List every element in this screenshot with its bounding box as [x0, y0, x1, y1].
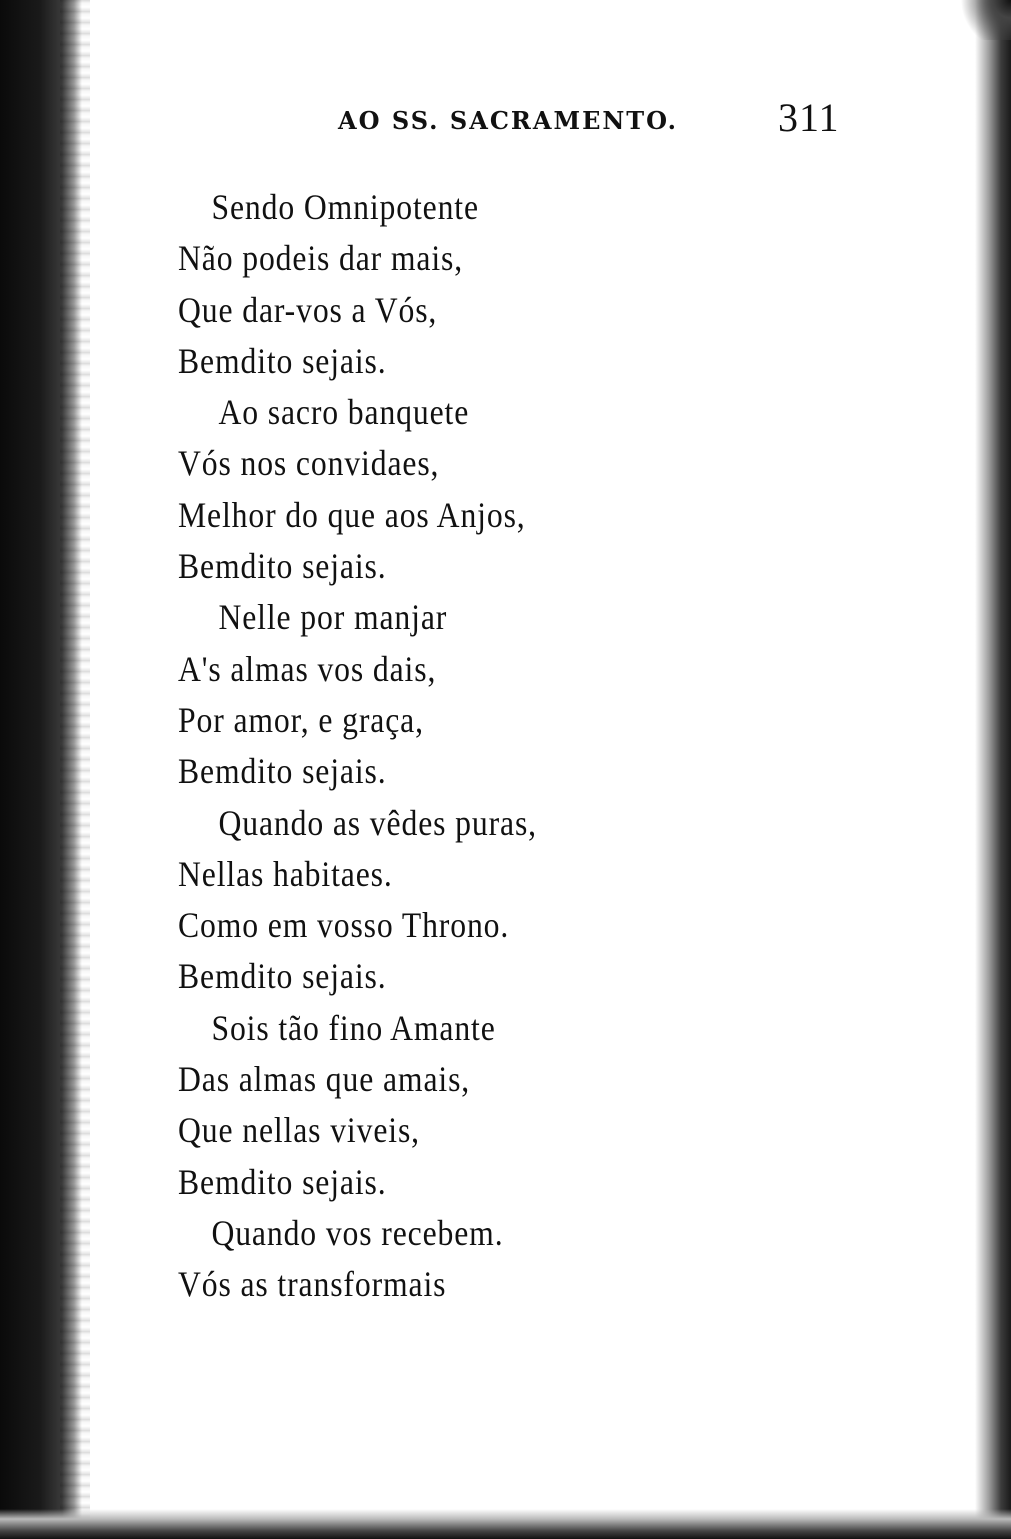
verse-line: Bemdito sejais.	[178, 340, 387, 381]
verse-line: Bemdito sejais.	[178, 546, 387, 587]
verse-line: Melhor do que aos Anjos,	[178, 494, 526, 535]
running-title: AO SS. SACRAMENTO.	[338, 106, 679, 135]
verse-line: Como em vosso Throno.	[178, 905, 510, 946]
verse-line: Bemdito sejais.	[178, 1161, 387, 1202]
verse-line: Quando as vêdes puras,	[218, 802, 537, 843]
verse-line: Bemdito sejais.	[178, 956, 387, 997]
verse-line: Nelle por manjar	[218, 597, 448, 638]
running-header	[330, 92, 850, 142]
page-number: 311	[778, 95, 840, 140]
verse-line: Não podeis dar mais,	[178, 238, 464, 279]
verse-line: Vós as transformais	[178, 1264, 447, 1305]
verse-line: Sendo Omnipotente	[211, 187, 479, 227]
top-right-corner-shadow	[951, 0, 1011, 40]
bottom-page-edge-shadow	[0, 1509, 1011, 1539]
verse-line: Que dar-vos a Vós,	[178, 289, 438, 330]
binding-texture	[60, 0, 90, 1539]
verse-line: Que nellas viveis,	[178, 1110, 420, 1151]
poem-text	[178, 182, 698, 1311]
verse-line: Sois tão fino Amante	[211, 1007, 496, 1048]
verse-line: Das almas que amais,	[178, 1059, 471, 1100]
verse-line: Por amor, e graça,	[178, 699, 424, 740]
verse-line: A's almas vos dais,	[178, 648, 437, 689]
verse-line: Quando vos recebem.	[211, 1212, 504, 1253]
verse-line: Nellas habitaes.	[178, 853, 393, 894]
verse-line: Vós nos convidaes,	[178, 443, 440, 484]
right-page-edge-shadow	[975, 0, 1011, 1539]
verse-line: Bemdito sejais.	[178, 751, 387, 792]
verse-line: Ao sacro banquete	[218, 392, 470, 433]
